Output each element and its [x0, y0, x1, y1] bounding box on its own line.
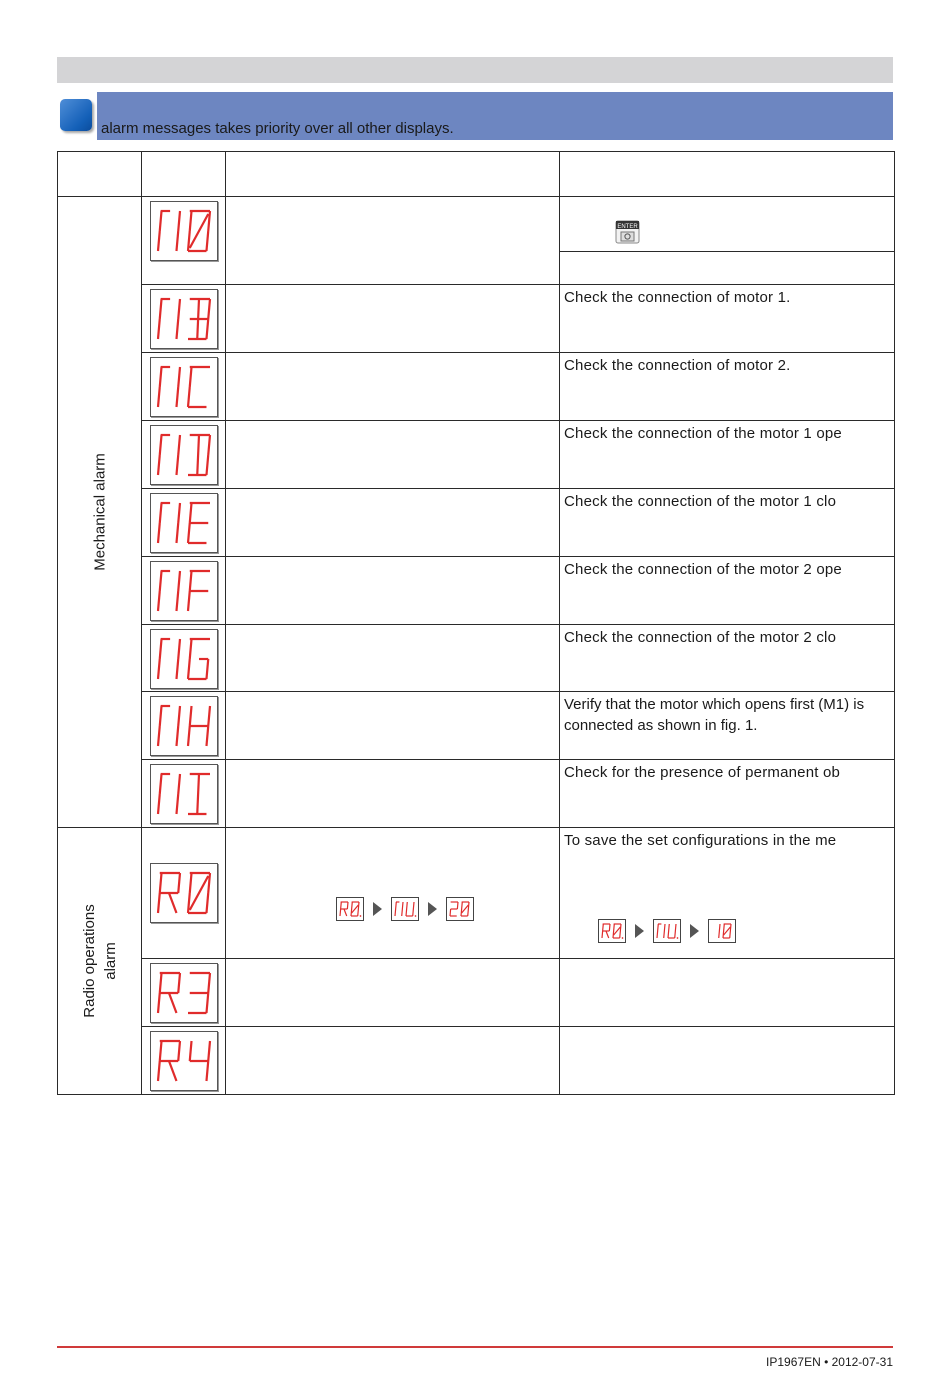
display-sequence: [598, 919, 736, 943]
solution-cell: [560, 692, 895, 760]
segment-stroke: [450, 909, 451, 916]
segment-stroke: [206, 993, 208, 1013]
segment-stroke: [206, 726, 208, 746]
segment-stroke: [206, 319, 208, 339]
segment-stroke: [188, 523, 190, 543]
segment-stroke: [169, 993, 176, 1013]
cause-cell: [226, 828, 560, 959]
segment-stroke: [158, 591, 160, 611]
segment-stroke: [669, 924, 670, 931]
code-cell: [142, 828, 226, 959]
segment-stroke: [178, 706, 180, 726]
cause-cell: [226, 625, 560, 692]
segment-stroke: [208, 1041, 210, 1061]
segment-stroke: [719, 931, 720, 938]
segment-stroke: [675, 931, 676, 938]
cause-cell: [226, 692, 560, 760]
segment-stroke: [206, 659, 208, 679]
solution-text: Check the connection of the motor 2 clo: [564, 629, 837, 646]
section-marker-icon: [60, 99, 92, 131]
display-sequence: [336, 897, 474, 921]
code-cell: [142, 692, 226, 760]
mini-display: [336, 897, 364, 921]
segment-stroke: [664, 924, 665, 931]
segment-stroke: [176, 659, 178, 679]
solution-text: Check the connection of the motor 1 ope: [564, 425, 842, 442]
segment-stroke: [159, 639, 161, 659]
segment-stroke: [176, 523, 178, 543]
segment-stroke: [724, 927, 731, 935]
display-code-mf: [150, 561, 218, 621]
mini-display: [653, 919, 681, 943]
solution-cell: [560, 285, 895, 353]
solution-text: Check the connection of the motor 2 ope: [564, 561, 842, 578]
segment-stroke: [159, 503, 161, 523]
segment-stroke: [206, 1061, 208, 1081]
segment-stroke: [407, 902, 408, 909]
segment-stroke: [468, 909, 469, 916]
display-code-r3: [150, 963, 218, 1023]
footer-divider: [57, 1346, 893, 1348]
segment-stroke: [178, 973, 180, 993]
segment-stroke: [208, 211, 210, 231]
segment-stroke: [724, 924, 725, 931]
segment-stroke: [178, 639, 180, 659]
segment-stroke: [176, 726, 178, 746]
top-gray-bar: [57, 57, 893, 83]
segment-stroke: [178, 571, 180, 591]
segment-stroke: [158, 726, 160, 746]
segment-stroke: [158, 1061, 160, 1081]
segment-stroke: [413, 909, 414, 916]
segment-stroke: [178, 211, 180, 231]
segment-stroke: [158, 659, 160, 679]
mini-display: [598, 919, 626, 943]
table-row: [58, 489, 895, 557]
segment-stroke: [189, 214, 207, 248]
solution-cell: [560, 421, 895, 489]
display-code-me: [150, 493, 218, 553]
group-cell-radio: [58, 828, 142, 1095]
solution-cell: [560, 760, 895, 828]
segment-stroke: [413, 902, 414, 909]
segment-stroke: [189, 367, 191, 387]
segment-stroke: [208, 435, 210, 455]
table-row: [58, 421, 895, 489]
segment-stroke: [719, 924, 720, 931]
segment-stroke: [603, 924, 604, 931]
code-cell: [142, 760, 226, 828]
segment-stroke: [675, 924, 676, 931]
solution-text: Check for the presence of permanent ob: [564, 764, 841, 781]
segment-stroke: [159, 299, 161, 319]
segment-stroke: [197, 435, 199, 475]
segment-stroke: [620, 931, 621, 938]
header-cell: [142, 152, 226, 197]
arrow-right-icon: [373, 902, 382, 916]
table-row: [58, 285, 895, 353]
segment-stroke: [159, 1041, 161, 1061]
segment-stroke: [208, 299, 210, 319]
code-cell: [142, 1027, 226, 1095]
segment-stroke: [340, 909, 341, 916]
code-cell: [142, 353, 226, 421]
segment-stroke: [178, 873, 180, 893]
segment-stroke: [614, 924, 615, 931]
segment-stroke: [189, 639, 191, 659]
segment-stroke: [176, 455, 178, 475]
segment-stroke: [189, 873, 191, 893]
segment-stroke: [358, 909, 359, 916]
table-row: [58, 959, 895, 1027]
segment-stroke: [664, 931, 665, 938]
segment-stroke: [188, 726, 190, 746]
solution-cell: [560, 959, 895, 1027]
segment-stroke: [159, 367, 161, 387]
header-cell: [560, 152, 895, 197]
segment-dot: [677, 937, 679, 939]
segment-stroke: [352, 905, 359, 913]
display-code-mb: [150, 289, 218, 349]
segment-stroke: [178, 435, 180, 455]
segment-stroke: [169, 893, 176, 913]
segment-stroke: [347, 902, 348, 909]
segment-stroke: [341, 902, 342, 909]
segment-stroke: [169, 1061, 176, 1081]
cause-cell: [226, 959, 560, 1027]
segment-stroke: [158, 387, 160, 407]
segment-stroke: [159, 973, 161, 993]
intro-text: alarm messages takes priority over all other displays.: [101, 120, 454, 137]
display-code-r4: [150, 1031, 218, 1091]
group-cell-mechanical: [58, 197, 142, 828]
segment-stroke: [189, 1041, 191, 1061]
table-row: [58, 353, 895, 421]
cause-cell: [226, 285, 560, 353]
segment-stroke: [158, 993, 160, 1013]
code-cell: [142, 197, 226, 285]
mini-display: [708, 919, 736, 943]
cause-cell: [226, 353, 560, 421]
segment-dot: [415, 915, 417, 917]
segment-stroke: [189, 571, 191, 591]
table-row: [58, 1027, 895, 1095]
segment-stroke: [208, 873, 210, 893]
segment-stroke: [158, 523, 160, 543]
segment-stroke: [730, 931, 731, 938]
segment-stroke: [158, 794, 160, 814]
code-cell: [142, 625, 226, 692]
segment-stroke: [178, 1041, 180, 1061]
cause-cell: [226, 489, 560, 557]
solution-text: Check the connection of motor 2.: [564, 357, 791, 374]
solution-text: Check the connection of motor 1.: [564, 289, 791, 306]
display-code-m0: [150, 201, 218, 261]
segment-stroke: [197, 774, 199, 814]
solution-cell: [560, 828, 895, 959]
segment-stroke: [606, 931, 609, 938]
group-label-radio: Radio operations alarm: [80, 904, 119, 1018]
segment-stroke: [188, 231, 190, 251]
display-code-mi: [150, 764, 218, 824]
code-cell: [142, 959, 226, 1027]
segment-stroke: [457, 902, 458, 909]
segment-stroke: [188, 387, 190, 407]
segment-stroke: [159, 706, 161, 726]
segment-stroke: [188, 893, 190, 913]
display-code-r0: [150, 863, 218, 923]
table-row: [58, 557, 895, 625]
segment-stroke: [158, 455, 160, 475]
segment-dot: [622, 937, 624, 939]
mini-display: [446, 897, 474, 921]
code-cell: [142, 285, 226, 353]
segment-stroke: [189, 706, 191, 726]
mini-display: [391, 897, 419, 921]
solution-cell: [560, 489, 895, 557]
solution-text: Verify that the motor which opens first (M1) is connected as shown in fig. 1.: [564, 696, 865, 734]
display-code-md: [150, 425, 218, 485]
segment-stroke: [189, 211, 191, 231]
segment-stroke: [176, 319, 178, 339]
segment-stroke: [395, 909, 396, 916]
segment-stroke: [462, 905, 469, 913]
segment-stroke: [189, 876, 207, 910]
arrow-right-icon: [635, 924, 644, 938]
code-cell: [142, 489, 226, 557]
header-cell: [226, 152, 560, 197]
table-row: [58, 760, 895, 828]
group-label-mechanical: Mechanical alarm: [91, 453, 108, 571]
solution-text: Check the connection of the motor 1 clo: [564, 493, 837, 510]
segment-stroke: [158, 319, 160, 339]
segment-stroke: [668, 931, 669, 938]
table-header-row: [58, 152, 895, 197]
segment-stroke: [352, 902, 353, 909]
segment-stroke: [197, 299, 199, 339]
segment-stroke: [159, 774, 161, 794]
cause-cell: [226, 557, 560, 625]
segment-stroke: [159, 211, 161, 231]
segment-stroke: [178, 774, 180, 794]
segment-stroke: [159, 873, 161, 893]
footer-document-id: IP1967EN • 2012-07-31: [766, 1355, 893, 1369]
solution-cell: [560, 197, 895, 285]
segment-stroke: [188, 591, 190, 611]
code-cell: [142, 421, 226, 489]
table-row: [58, 828, 895, 959]
segment-dot: [360, 915, 362, 917]
segment-stroke: [208, 706, 210, 726]
header-cell: [58, 152, 142, 197]
segment-stroke: [176, 231, 178, 251]
solution-cell: [560, 1027, 895, 1095]
display-code-mg: [150, 629, 218, 689]
svg-text:ENTER: ENTER: [617, 224, 638, 230]
segment-stroke: [462, 902, 463, 909]
table-row: [58, 625, 895, 692]
cause-cell: [226, 1027, 560, 1095]
segment-stroke: [206, 455, 208, 475]
segment-stroke: [159, 435, 161, 455]
segment-stroke: [189, 503, 191, 523]
solution-cell: [560, 353, 895, 421]
code-cell: [142, 557, 226, 625]
segment-stroke: [158, 231, 160, 251]
segment-stroke: [206, 231, 208, 251]
display-code-mh: [150, 696, 218, 756]
segment-stroke: [602, 931, 603, 938]
segment-stroke: [178, 503, 180, 523]
table-row: [58, 692, 895, 760]
segment-stroke: [176, 387, 178, 407]
segment-stroke: [178, 299, 180, 319]
cause-cell: [226, 421, 560, 489]
enter-key-icon: [615, 219, 641, 245]
segment-stroke: [658, 924, 659, 931]
segment-stroke: [609, 924, 610, 931]
segment-stroke: [206, 893, 208, 913]
arrow-right-icon: [428, 902, 437, 916]
segment-stroke: [178, 367, 180, 387]
solution-cell: [560, 557, 895, 625]
segment-stroke: [208, 973, 210, 993]
segment-stroke: [188, 659, 190, 679]
solution-text: To save the set configurations in the me: [564, 832, 837, 849]
segment-stroke: [402, 909, 403, 916]
segment-stroke: [176, 794, 178, 814]
table-row: [58, 197, 895, 285]
cause-cell: [226, 760, 560, 828]
cause-cell: [226, 197, 560, 285]
segment-stroke: [406, 909, 407, 916]
alarm-table: [57, 151, 895, 1095]
segment-stroke: [657, 931, 658, 938]
arrow-right-icon: [690, 924, 699, 938]
display-code-mc: [150, 357, 218, 417]
solution-cell: [560, 625, 895, 692]
segment-stroke: [344, 909, 347, 916]
segment-stroke: [402, 902, 403, 909]
segment-stroke: [158, 893, 160, 913]
segment-stroke: [159, 571, 161, 591]
segment-stroke: [614, 927, 621, 935]
segment-stroke: [176, 591, 178, 611]
segment-stroke: [396, 902, 397, 909]
